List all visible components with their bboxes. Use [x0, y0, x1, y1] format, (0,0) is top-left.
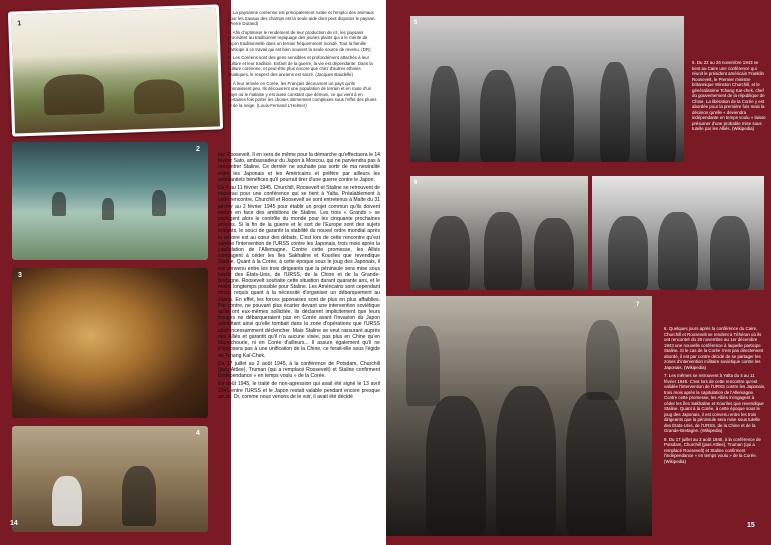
caption: 6. Quelques jours après la conférence du Caire, Churchill et Roosevelt se rendent à Téhéran où ils ont rencontré du 28 novembre au 1er décembre 1943 une nouvelle conférence à laquelle participe Staline. Si le cas de la Corée n'est pas directement abordé, il est par contre décidé de se partager les zones d'intervention militaire soviétique contre les Japonais. (Wikipedia) [664, 326, 764, 370]
caption: 7. Les mêmes se retrouvent à Yalta du 4 au 11 février 1945. C'est lors de cette rencontre qu'est validée l'intervention de l'URSS contre les Japonais, trois mois après la capitulation de l'Allemagne. Contre cette promesse, les Alliés s'engagent à céder les îles Sakhaline et Kouriles que revendique Staline. Quant à la Corée, à cette époque sous le joug des Japonais, il est convenu entre les trois dirigeants que la péninsule sera mise sous tutelle des États-Unis, de l'URSS, de la Chine et de la Grande-Bretagne. (Wikipedia) [664, 373, 766, 433]
right-page [386, 0, 771, 545]
photo-elderly-man [12, 268, 208, 418]
paragraph: par Roosevelt. Il en sera de même pour la démarche qu'effectuera le 14 février Sato, ambassadeur du Japon à Moscou, qui ne parviendra pas à rencontrer Staline. Ce dernier ne souhaite pas sortir de ma neutralité entre les Japonais et les Américains et préfère par ailleurs les substantiels bénéfices qu'il pourrait tirer d'une guerre contre le Japon. [218, 152, 380, 183]
right-captions-bottom [664, 326, 766, 467]
paragraph: Du 4 au 11 février 1945, Churchill, Roosevelt et Staline se retrouvent de nouveau pour une conférence qui se tient à Yalta. Préalablement à cette rencontre, Churchill et Roosevelt se sont entretenus à Malte du 31 janvier au 2 février 1945 pour établir un projet commun qu'ils doivent mettre en face des ambitions de Staline. Les trois « Grands » se partagent alors le contrôle du monde pour les cinquante prochaines années. Si la fin de la guerre et le sort de l'Europe sont des sujets brûlants, le souci de garantir la stabilité du nouvel ordre mondial après la victoire est au cœur des débats. C'est lors de cette rencontre qu'est validée l'intervention de l'URSS contre les Japonais, trois mois après la capitulation de l'Allemagne. Contre cette promesse, les Alliés s'engagent à céder les îles Sakhaline et Kouriles que revendique Staline. Quant à la Corée, à cette époque sous le joug des Japonais, il est convenu entre les trois dirigeants que la péninsule sera mise sous tutelle des États-Unis, de l'URSS, de la Chine et de la Grande-Bretagne. Roosevelt souhaite cette situation durant quarante ans, et le moins longtemps possible pour Staline. Les Américains sont cependant moins requis quant à la nécessité d'organiser un débarquement au Japon. En effet, les forces japonaises sont de plus en plus affaiblies. Par contre, ne pouvant plus écarter devant une intervention soviétique qu'ils ont eux-mêmes sollicitée, ils déclarent implicitement que leurs troupes ne débarqueraient pas en Corée avant l'invasion du Japon admettant ainsi qu'elle tombait dans la zone d'opérations que l'URSS allait incessamment déclencher. Mais Staline se veut rassurant auprès des Alliés et garantit qu'il n'a aucune visée, pas plus en Chine qu'en Mandchourie, ni en Corée d'ailleurs... Il assure également qu'il ne s'opposera pas à une unification de la Chine, ce ferait-elle sous l'égide de Tchang Kaï-Chek. [218, 185, 380, 359]
photo-cairo-conference [410, 16, 684, 162]
page-number-right: 15 [747, 522, 755, 529]
right-caption-top: 5. Du 22 au 26 novembre 1943 se tient au Caire une conférence qui réunit le président américain Franklin Roosevelt, le Premier ministre britannique Winston Churchill, et le généralissime Tchang Kaï-chek, chef du gouvernement de la république de Chine. La libération de la Corée y est abordée pour la première fois mais la décision qu'elle « deviendra indépendante en temps voulu » laisse présumer d'une probable mise sous tutelle par les Alliés. (Wikipedia) [692, 60, 766, 131]
photo-yalta-group [386, 296, 652, 536]
photo-number: 7 [636, 302, 640, 308]
photo-number: 3 [18, 272, 22, 279]
caption: 1. La paysanne coréenne est principalement rurale et l'emploi des animaux pour les travaux des champs est la seule aide dont peut disposer le paysan. (Pierre Durand) [228, 10, 376, 27]
page-number-left: 14 [10, 520, 18, 527]
photo-number: 1 [17, 20, 22, 28]
paragraph: Du 17 juillet au 2 août 1945, à la conférence de Potsdam, Churchill (puis Attlee), Truman (qui a remplacé Roosevelt) et Staline confirment l'indépendance « en temps voulu » de la Corée. [218, 360, 380, 380]
paragraph: En août 1945, le traité de non-agression qui avait été signé le 13 avril 1941 entre l'URSS et le Japon restait valable pendant encore presque un an. Or, comme nous venons de le voir, il avait été décidé [218, 381, 380, 400]
photo-number: 5 [414, 20, 418, 26]
caption: 8. Du 17 juillet au 2 août 1945, à la conférence de Potsdam, Churchill (puis Attlee), Truman (qui a remplacé Roosevelt) et Staline confirment l'indépendance « en temps voulu » de la Corée. (Wikipedia) [664, 436, 761, 464]
photo-rice-planting [12, 142, 208, 260]
photo-number: 6 [414, 180, 418, 186]
photo-yalta-seated [592, 176, 764, 290]
photo-number: 2 [196, 146, 200, 153]
photo-farmers-oxen [8, 4, 223, 136]
caption: 4. À leur arrivée en Corée, les Français découvrent un pays qu'ils connaissent peu. Ils découvrent une population de terrain et en route d'un pays où le malaise y est aussi constant que démuni, ce qui vient à en certaines fois porter les choses intimement complexes sous l'effet des pluies et de la neige. (Louis-Fernand L'Helmer) [228, 80, 377, 108]
caption: 3. Les Coréens sont des gens sensibles et profondément attachés à leur culture et leur tradition. Enfant de la guerre, la vie est dépendante. Dans la culture coréenne, et peut-être plus encore que chez d'autres ethnies asiatiques, le respect des anciens est sacré. (Jacques Baudelle) [228, 55, 373, 77]
left-body-text [218, 152, 380, 402]
photo-tehran-conference [410, 176, 588, 290]
photo-number: 4 [196, 430, 200, 437]
left-captions [228, 10, 378, 112]
caption: 2. Afin d'optimiser le rendement de leur production de riz, les paysans procèdent au traditionnel repiquage des jeunes plants qui a le mérite de façon traditionnelle dans un terrain fréquemment inondé. Tout la famille participe à ce travail qui est bien souvent la seule source de revenu. (DR) [228, 29, 371, 52]
photo-children [12, 426, 208, 532]
